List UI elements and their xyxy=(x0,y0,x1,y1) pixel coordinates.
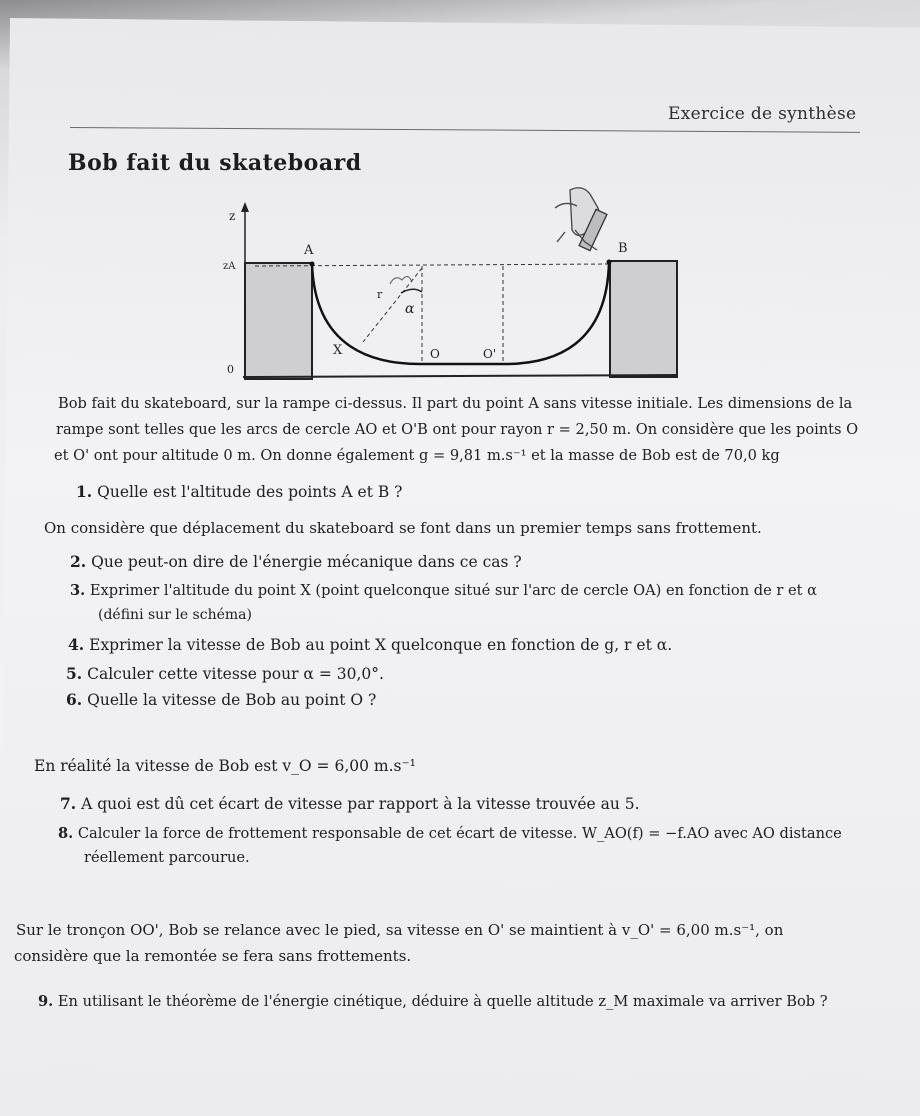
section-2-line-2: considère que la remontée se fera sans frottements. xyxy=(14,947,412,965)
ramp-diagram xyxy=(215,180,685,385)
question-3-number: 3. xyxy=(70,582,86,599)
label-A: A xyxy=(304,243,314,258)
z-axis-arrow xyxy=(241,202,249,212)
question-3-continued: (défini sur le schéma) xyxy=(98,607,252,623)
question-7-text: A quoi est dû cet écart de vitesse par rapport à la vitesse trouvée au 5. xyxy=(81,795,640,813)
point-A-marker xyxy=(310,262,315,267)
question-5-text: Calculer cette vitesse pour α = 30,0°. xyxy=(87,665,384,683)
intro-line-1: Bob fait du skateboard, sur la rampe ci-dessus. Il part du point A sans vitesse initiale. Les dimensions de la xyxy=(58,395,853,412)
label-r: r xyxy=(377,288,383,301)
page-title: Bob fait du skateboard xyxy=(68,150,362,176)
section-2-line-1: Sur le tronçon OO', Bob se relance avec le pied, sa vitesse en O' se maintient à v_O' = 6,00 m.s⁻¹, on xyxy=(16,921,784,939)
label-B: B xyxy=(618,241,628,256)
question-9-text: En utilisant le théorème de l'énergie cinétique, déduire à quelle altitude z_M maximale va arriver Bob ? xyxy=(57,993,828,1010)
question-6 xyxy=(66,688,376,712)
question-6-text: Quelle la vitesse de Bob au point O ? xyxy=(87,691,377,709)
question-9-number: 9. xyxy=(38,993,54,1010)
right-platform xyxy=(610,261,677,377)
question-1-text: Quelle est l'altitude des points A et B ? xyxy=(97,483,403,501)
label-zA: zA xyxy=(223,261,236,272)
question-7 xyxy=(60,792,640,816)
question-2-number: 2. xyxy=(70,552,87,571)
question-1-number: 1. xyxy=(76,482,93,501)
question-4 xyxy=(68,633,672,657)
question-4-number: 4. xyxy=(68,635,85,654)
question-2 xyxy=(70,550,522,574)
exercise-header: Exercice de synthèse xyxy=(668,104,857,124)
question-6-number: 6. xyxy=(66,690,83,709)
pencil-scribble xyxy=(390,276,412,284)
label-O: O xyxy=(430,347,440,361)
intro-line-3: et O' ont pour altitude 0 m. On donne également g = 9,81 m.s⁻¹ et la masse de Bob est de 70,0 kg xyxy=(54,447,780,464)
question-1 xyxy=(76,480,402,504)
intro-line-2: rampe sont telles que les arcs de cercle AO et O'B ont pour rayon r = 2,50 m. On considère que les points O xyxy=(56,421,859,438)
label-z-axis: z xyxy=(229,209,236,223)
label-O-prime: O' xyxy=(483,347,497,361)
ramp-curve xyxy=(312,262,609,364)
question-3 xyxy=(70,579,817,603)
question-8-number: 8. xyxy=(58,825,74,842)
question-5-number: 5. xyxy=(66,664,83,683)
label-zero: 0 xyxy=(227,363,234,376)
real-speed-statement: En réalité la vitesse de Bob est v_O = 6,00 m.s⁻¹ xyxy=(34,757,416,775)
question-5 xyxy=(66,662,384,686)
question-7-number: 7. xyxy=(60,794,77,813)
question-8-continued: réellement parcourue. xyxy=(84,849,250,866)
question-3-text: Exprimer l'altitude du point X (point quelconque situé sur l'arc de cercle OA) en fonction de r et α xyxy=(89,582,817,599)
label-alpha: α xyxy=(405,301,415,317)
point-B-marker xyxy=(607,260,612,265)
frictionless-assumption: On considère que déplacement du skateboard se font dans un premier temps sans frottement. xyxy=(44,519,762,537)
question-9 xyxy=(38,990,828,1014)
label-X: X xyxy=(333,343,343,358)
question-8-text: Calculer la force de frottement responsable de cet écart de vitesse. W_AO(f) = −f.AO avec AO distance xyxy=(77,825,842,842)
skater-illustration xyxy=(555,188,607,251)
left-platform xyxy=(245,263,312,379)
question-4-text: Exprimer la vitesse de Bob au point X quelconque en fonction de g, r et α. xyxy=(89,636,673,654)
question-2-text: Que peut-on dire de l'énergie mécanique dans ce cas ? xyxy=(91,553,522,571)
question-8 xyxy=(58,822,842,846)
